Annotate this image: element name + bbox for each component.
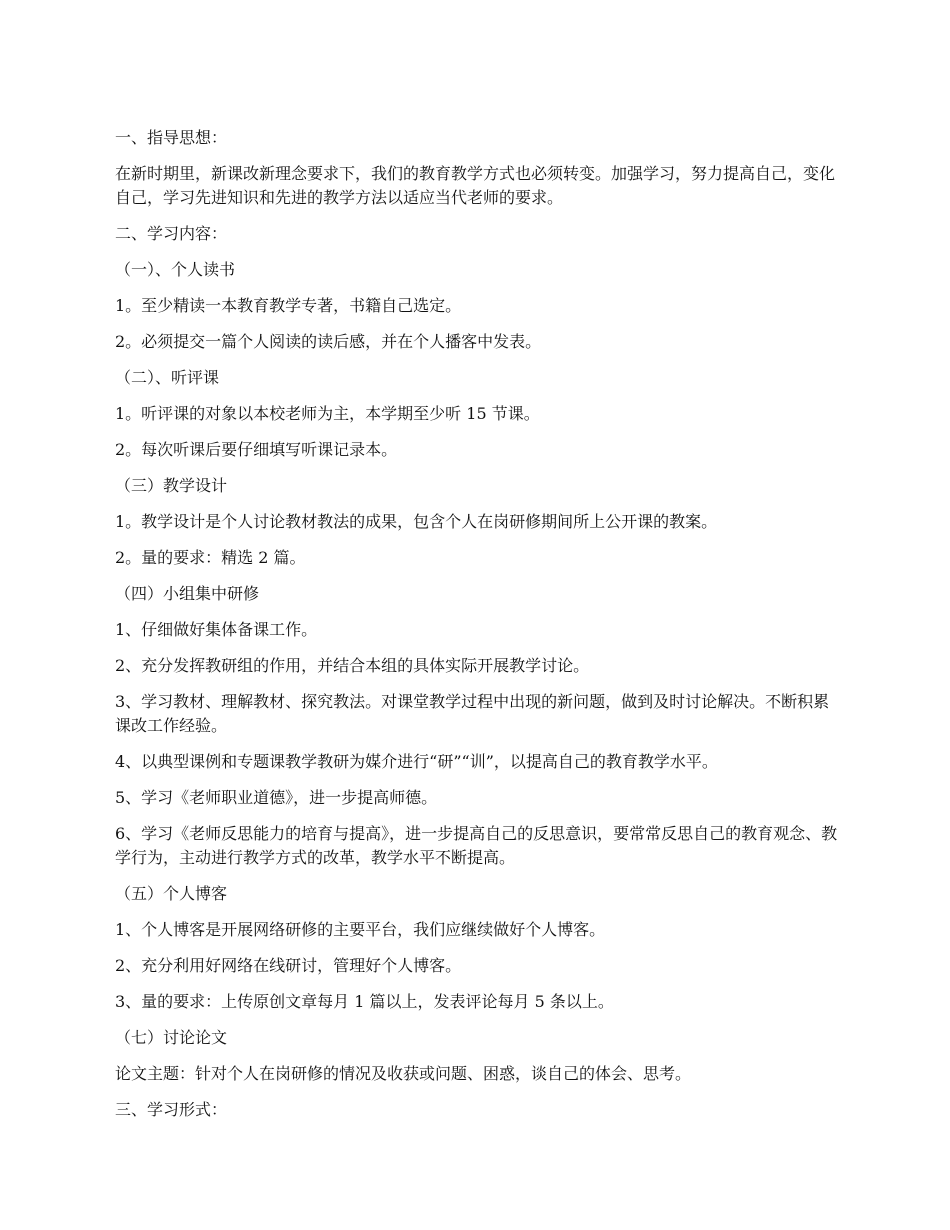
list-item: 1。教学设计是个人讨论教材教法的成果，包含个人在岗研修期间所上公开课的教案。 [115, 512, 718, 531]
list-item: 4、以典型课例和专题课教学教研为媒介进行“研”“训”，以提高自己的教育教学水平。 [115, 752, 718, 771]
list-item: 2。必须提交一篇个人阅读的读后感，并在个人播客中发表。 [115, 332, 542, 351]
subheading-group-study: （四）小组集中研修 [115, 584, 260, 603]
list-item: 1。至少精读一本教育教学专著，书籍自己选定。 [115, 296, 462, 315]
subheading-lesson-observation: （二）、听评课 [115, 368, 220, 387]
list-item: 2、充分发挥教研组的作用，并结合本组的具体实际开展教学讨论。 [115, 656, 590, 675]
subheading-personal-reading: （一）、个人读书 [115, 260, 236, 279]
list-item: 1、仔细做好集体备课工作。 [115, 620, 318, 639]
list-item: 2。量的要求：精选 2 篇。 [115, 548, 306, 567]
paragraph-guiding-thought: 在新时期里，新课改新理念要求下，我们的教育教学方式也必须转变。加强学习，努力提高自己，变化自己，学习先进知识和先进的教学方法以适应当代老师的要求。 [115, 164, 836, 207]
paragraph-paper-topic: 论文主题：针对个人在岗研修的情况及收获或问题、困惑，谈自己的体会、思考。 [115, 1064, 692, 1083]
list-item: 3、量的要求：上传原创文章每月 1 篇以上，发表评论每月 5 条以上。 [115, 992, 614, 1011]
list-item: 3、学习教材、理解教材、探究教法。对课堂教学过程中出现的新问题，做到及时讨论解决。不断积累课改工作经验。 [115, 692, 830, 735]
list-item: 1、个人博客是开展网络研修的主要平台，我们应继续做好个人博客。 [115, 920, 606, 939]
list-item: 5、学习《老师职业道德》，进一步提高师德。 [115, 788, 438, 807]
subheading-teaching-design: （三）教学设计 [115, 476, 228, 495]
subheading-discussion-paper: （七）讨论论文 [115, 1028, 228, 1047]
subheading-personal-blog: （五）个人博客 [115, 884, 228, 903]
section-heading-study-form: 三、学习形式： [115, 1100, 228, 1119]
list-item: 2。每次听课后要仔细填写听课记录本。 [115, 440, 398, 459]
list-item: 1。听评课的对象以本校老师为主，本学期至少听 15 节课。 [115, 404, 540, 423]
list-item: 6、学习《老师反思能力的培育与提高》，进一步提高自己的反思意识，要常常反思自己的教育观念、教学行为，主动进行教学方式的改革，教学水平不断提高。 [115, 824, 838, 867]
section-heading-study-content: 二、学习内容： [115, 224, 228, 243]
list-item: 2、充分利用好网络在线研讨，管理好个人博客。 [115, 956, 462, 975]
document-page [115, 126, 845, 1134]
section-heading-guiding-thought: 一、指导思想： [115, 128, 228, 147]
